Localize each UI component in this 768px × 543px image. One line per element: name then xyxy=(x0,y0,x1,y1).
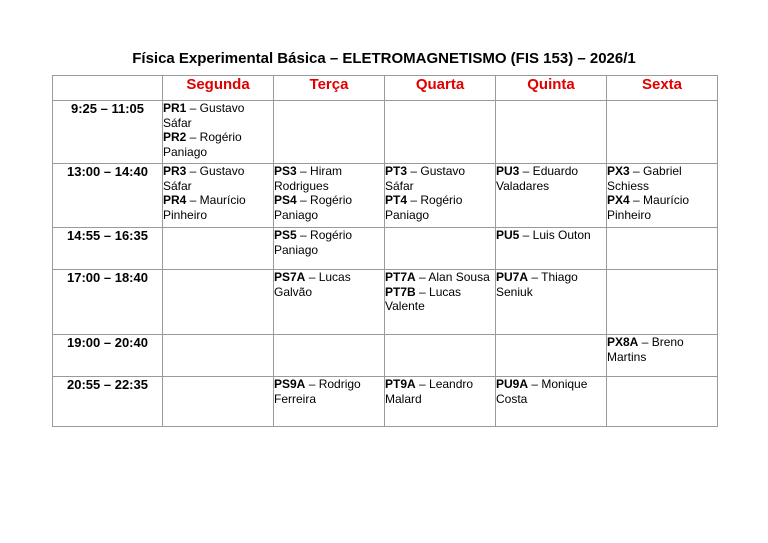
schedule-cell xyxy=(607,270,718,335)
schedule-cell xyxy=(607,377,718,427)
table-row xyxy=(53,164,718,228)
teacher-name: – Lucas Valente xyxy=(385,284,462,314)
teacher-name: – Alan Sousa xyxy=(415,270,490,284)
class-entry xyxy=(607,335,717,364)
teacher-name: – Rogério Paniago xyxy=(274,193,353,222)
schedule-table xyxy=(52,75,718,427)
class-entry xyxy=(274,164,384,193)
schedule-cell xyxy=(496,270,607,335)
teacher-name: – Rogério Paniago xyxy=(163,130,242,159)
class-entry xyxy=(607,164,717,193)
schedule-cell xyxy=(496,101,607,164)
teacher-name: – Luis Outon xyxy=(519,228,591,242)
class-code: PX8A xyxy=(607,335,639,349)
teacher-name: – Leandro Malard xyxy=(385,377,474,406)
class-entry xyxy=(385,164,495,193)
class-code: PR4 xyxy=(163,193,187,208)
time-slot: 13:00 – 14:40 xyxy=(53,164,163,228)
table-row xyxy=(53,335,718,377)
class-code: PS5 xyxy=(274,228,297,242)
class-entry xyxy=(274,228,384,257)
teacher-name: – Thiago Seniuk xyxy=(496,270,578,299)
schedule-cell xyxy=(274,335,385,377)
day-header-terca: Terça xyxy=(274,76,385,101)
schedule-cell xyxy=(274,228,385,270)
class-entry xyxy=(385,285,495,314)
schedule-cell xyxy=(274,101,385,164)
class-code: PT4 xyxy=(385,193,408,208)
class-entry xyxy=(163,164,273,193)
schedule-cell xyxy=(385,228,496,270)
schedule-cell xyxy=(163,270,274,335)
schedule-cell xyxy=(496,228,607,270)
class-entry xyxy=(163,193,273,222)
corner-cell xyxy=(53,76,163,101)
class-entry xyxy=(385,377,495,406)
teacher-name: – Breno Martins xyxy=(607,335,684,364)
class-code: PT3 xyxy=(385,164,408,178)
schedule-cell xyxy=(163,335,274,377)
schedule-cell xyxy=(163,228,274,270)
class-code: PR2 xyxy=(163,130,187,145)
class-code: PR1 xyxy=(163,101,187,115)
teacher-name: – Maurício Pinheiro xyxy=(163,193,246,222)
class-entry xyxy=(385,270,495,285)
schedule-cell xyxy=(274,270,385,335)
time-slot: 20:55 – 22:35 xyxy=(53,377,163,427)
teacher-name: – Monique Costa xyxy=(496,377,588,406)
schedule-cell xyxy=(163,101,274,164)
teacher-name: – Rodrigo Ferreira xyxy=(274,377,361,406)
class-entry xyxy=(496,270,606,299)
class-entry xyxy=(385,193,495,222)
schedule-cell xyxy=(385,270,496,335)
schedule-cell xyxy=(274,377,385,427)
class-code: PR3 xyxy=(163,164,187,178)
schedule-cell xyxy=(385,335,496,377)
day-header-segunda: Segunda xyxy=(163,76,274,101)
schedule-cell xyxy=(163,164,274,228)
teacher-name: – Gustavo Sáfar xyxy=(163,101,245,130)
schedule-cell xyxy=(607,228,718,270)
day-header-quinta: Quinta xyxy=(496,76,607,101)
schedule-body xyxy=(53,101,718,427)
teacher-name: – Rogério Paniago xyxy=(274,228,353,257)
class-code: PS7A xyxy=(274,270,306,284)
class-code: PT9A xyxy=(385,377,416,391)
teacher-name: – Hiram Rodrigues xyxy=(274,164,343,193)
time-slot: 17:00 – 18:40 xyxy=(53,270,163,335)
class-code: PS9A xyxy=(274,377,306,391)
class-entry xyxy=(607,193,717,222)
teacher-name: – Gustavo Sáfar xyxy=(385,164,466,193)
class-code: PS4 xyxy=(274,193,297,208)
class-code: PU9A xyxy=(496,377,529,391)
class-entry xyxy=(163,101,273,130)
teacher-name: – Gabriel Schiess xyxy=(607,164,682,193)
teacher-name: – Maurício Pinheiro xyxy=(607,193,690,222)
schedule-cell xyxy=(385,164,496,228)
teacher-name: – Gustavo Sáfar xyxy=(163,164,245,193)
class-code: PS3 xyxy=(274,164,297,178)
table-row xyxy=(53,228,718,270)
time-slot: 14:55 – 16:35 xyxy=(53,228,163,270)
schedule-cell xyxy=(496,164,607,228)
day-header-sexta: Sexta xyxy=(607,76,718,101)
class-entry xyxy=(274,193,384,222)
class-entry xyxy=(496,164,606,193)
class-entry xyxy=(496,377,606,406)
schedule-cell xyxy=(163,377,274,427)
class-code: PT7A xyxy=(385,270,416,284)
header-row xyxy=(53,76,718,101)
class-code: PU7A xyxy=(496,270,529,284)
schedule-cell xyxy=(496,377,607,427)
schedule-cell xyxy=(607,164,718,228)
page-title: Física Experimental Básica – ELETROMAGNETISMO (FIS 153) – 2026/1 xyxy=(132,50,636,67)
time-slot: 19:00 – 20:40 xyxy=(53,335,163,377)
class-entry xyxy=(274,377,384,406)
schedule-cell xyxy=(385,377,496,427)
class-entry xyxy=(274,270,384,299)
time-slot: 9:25 – 11:05 xyxy=(53,101,163,164)
table-row xyxy=(53,101,718,164)
class-code: PT7B xyxy=(385,284,416,299)
teacher-name: – Eduardo Valadares xyxy=(496,164,579,193)
schedule-cell xyxy=(496,335,607,377)
schedule-cell xyxy=(607,335,718,377)
table-row xyxy=(53,270,718,335)
day-header-quarta: Quarta xyxy=(385,76,496,101)
class-entry xyxy=(496,228,606,243)
table-row xyxy=(53,377,718,427)
schedule-cell xyxy=(385,101,496,164)
teacher-name: – Lucas Galvão xyxy=(274,270,351,299)
schedule-cell xyxy=(274,164,385,228)
class-code: PU3 xyxy=(496,164,520,178)
class-entry xyxy=(163,130,273,159)
teacher-name: – Rogério Paniago xyxy=(385,193,463,222)
class-code: PX4 xyxy=(607,193,630,208)
class-code: PU5 xyxy=(496,228,520,242)
class-code: PX3 xyxy=(607,164,630,178)
schedule-cell xyxy=(607,101,718,164)
